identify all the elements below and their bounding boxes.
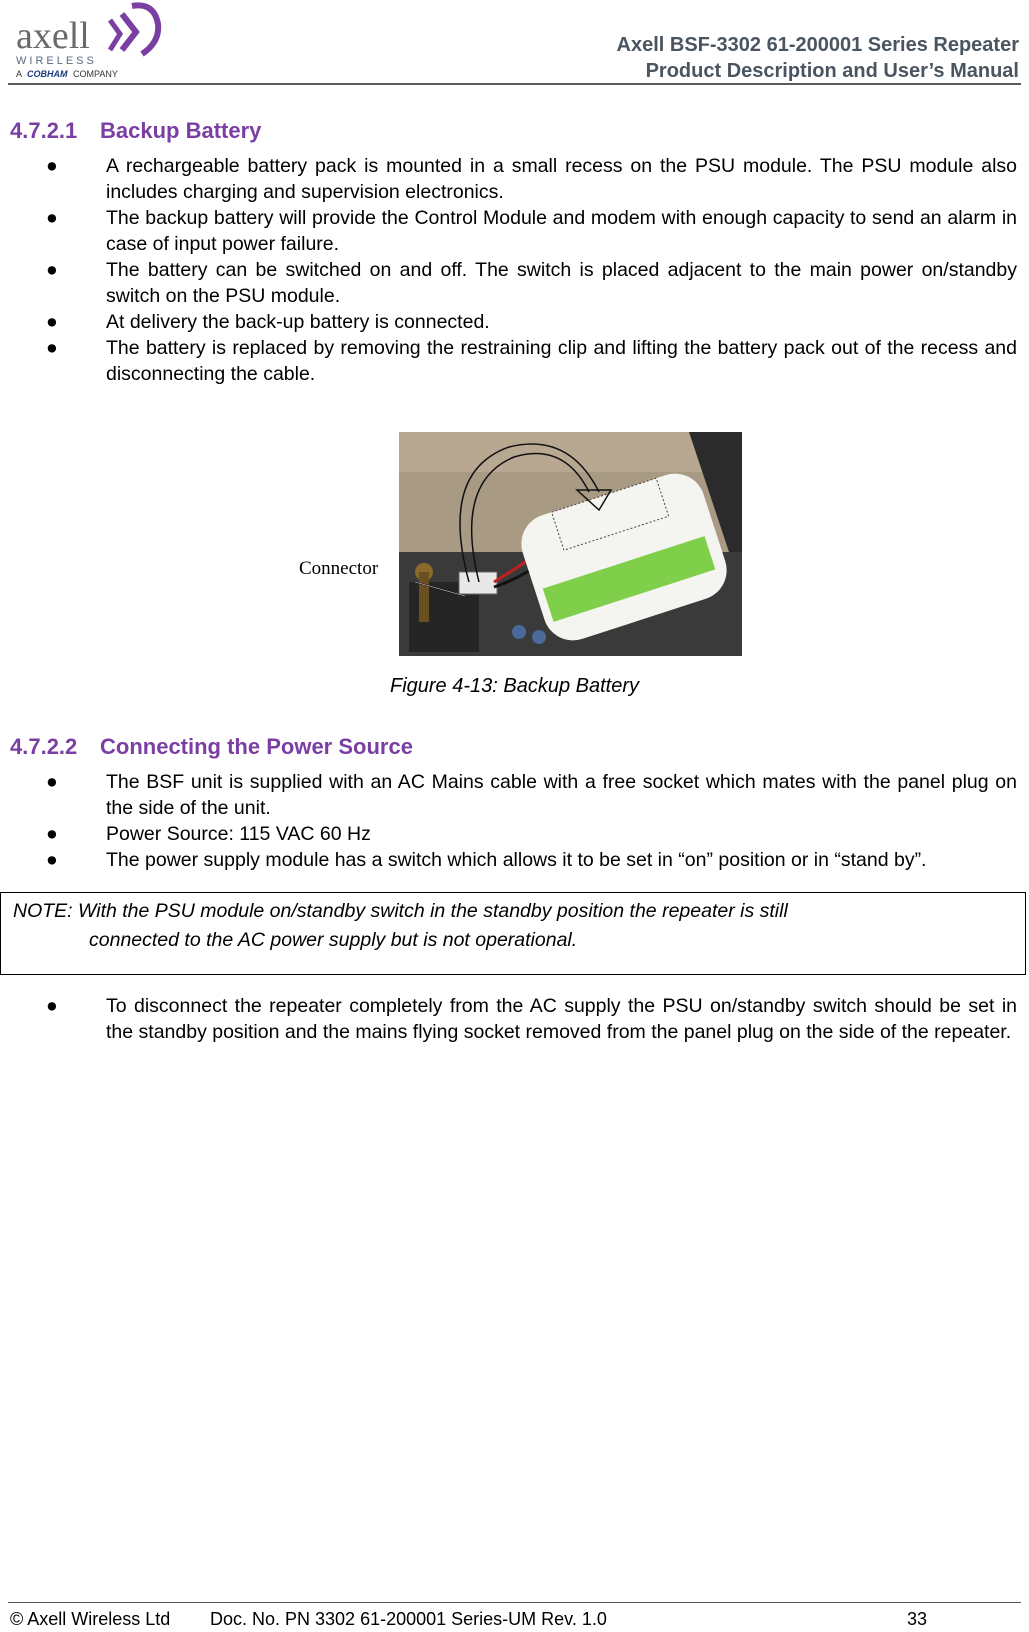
list-item: ● The BSF unit is supplied with an AC Mains cable with a free socket which mates with the panel plug on the side of the unit. (46, 771, 1017, 819)
section-title: Backup Battery (100, 118, 262, 143)
document-title-line2: Product Description and User’s Manual (645, 60, 1019, 82)
logo-word: axell (16, 15, 90, 57)
figure-caption: Figure 4-13: Backup Battery (389, 675, 639, 697)
list-item: ● A rechargeable battery pack is mounted in a small recess on the PSU module. The PSU module also includes charging and supervision electronics. (46, 155, 1017, 203)
battery-photo (399, 432, 742, 656)
footer-doc-number: Doc. No. PN 3302 61-200001 Series-UM Rev. 1.0 (210, 1609, 607, 1629)
callout-arrow-icon (360, 560, 470, 600)
logo-company: COBHAM (27, 69, 68, 79)
document-title-line1: Axell BSF-3302 61-200001 Series Repeater (616, 34, 1019, 56)
note-line1: NOTE: With the PSU module on/standby switch in the standby position the repeater is still (13, 900, 788, 922)
logo-company-suffix: COMPANY (73, 69, 118, 79)
power-source-list-continued (0, 993, 1029, 1045)
section-heading-power-source (10, 734, 413, 760)
page-header (0, 0, 1029, 90)
svg-text:A COBHAM COMPANY (16, 69, 118, 79)
document-title (617, 32, 1019, 84)
list-item: ● Power Source: 115 VAC 60 Hz (46, 823, 371, 845)
footer-page-number: 33 (907, 1609, 928, 1629)
section-number: 4.7.2.2 (10, 734, 78, 759)
figure-callout-connector: Connector (299, 558, 379, 579)
list-item: ● The power supply module has a switch which allows it to be set in “on” position or in “stand by”. (46, 849, 927, 871)
footer-copyright: © Axell Wireless Ltd (10, 1609, 171, 1629)
logo-company-prefix: A (16, 69, 22, 79)
list-item: ● To disconnect the repeater completely from the AC supply the PSU on/standby switch should be set in the standby position and the mains flying socket removed from the panel plug on the side of the repeater. (46, 995, 1017, 1043)
section-heading-backup-battery (10, 118, 261, 144)
power-source-list (0, 769, 1029, 873)
note-box (0, 892, 1026, 975)
axell-logo (14, 2, 174, 80)
list-item: ● The backup battery will provide the Control Module and modem with enough capacity to send an alarm in case of input power failure. (46, 207, 1017, 255)
list-item: ● At delivery the back-up battery is connected. (46, 311, 490, 333)
list-item: ● The battery can be switched on and off. The switch is placed adjacent to the main power on/standby switch on the PSU module. (46, 259, 1017, 307)
section-number: 4.7.2.1 (10, 118, 78, 143)
section-title: Connecting the Power Source (100, 734, 413, 759)
footer-divider (8, 1602, 1021, 1603)
backup-battery-list (0, 153, 1029, 387)
header-divider (8, 83, 1021, 85)
logo-sub: WIRELESS (16, 55, 97, 67)
logo-chevron-icon (110, 20, 120, 50)
list-item: ● The battery is replaced by removing the restraining clip and lifting the battery pack out of the recess and disconnecting the cable. (46, 337, 1017, 385)
note-line2: connected to the AC power supply but is not operational. (89, 929, 578, 951)
